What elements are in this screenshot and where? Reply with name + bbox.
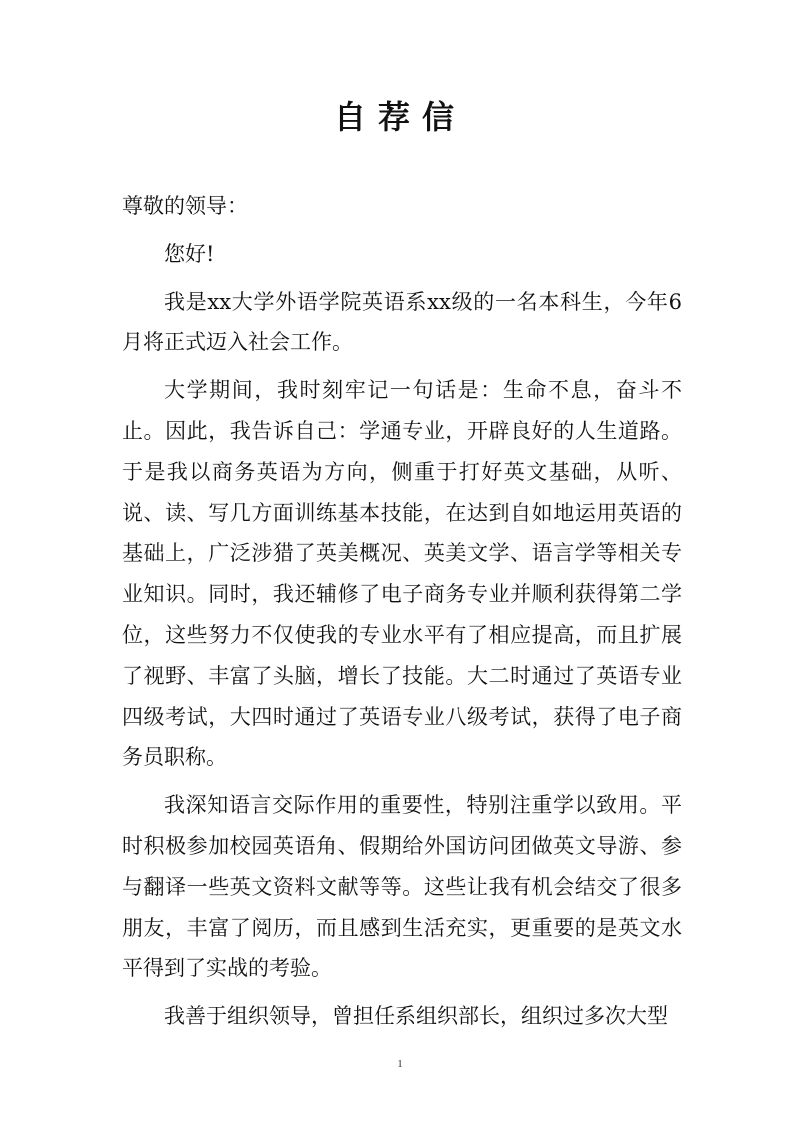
introduction-paragraph: 我是xx大学外语学院英语系xx级的一名本科生，今年6月将正式迈入社会工作。 bbox=[122, 289, 682, 355]
salutation: 尊敬的领导： bbox=[122, 194, 248, 218]
leadership-paragraph: 我善于组织领导，曾担任系组织部长，组织过多次大型 bbox=[164, 1004, 668, 1029]
greeting-paragraph: 您好! bbox=[164, 241, 215, 266]
language-practice-paragraph: 我深知语言交际作用的重要性，特别注重学以致用。平时积极参加校园英语角、假期给外国访问团做英文导游、参与翻译一些英文资料文献等等。这些让我有机会结交了很多朋友，丰富了阅历，而且感到生活充实，更重要的是英文水平得到了实战的考验。 bbox=[122, 793, 682, 981]
document-title: 自荐信 bbox=[333, 98, 466, 136]
university-study-paragraph: 大学期间，我时刻牢记一句话是：生命不息，奋斗不止。因此，我告诉自己：学通专业，开辟良好的人生道路。于是我以商务英语为方向，侧重于打好英文基础，从听、说、读、写几方面训练基本技能，在达到自如地运用英语的基础上，广泛涉猎了英美概况、英美文学、语言学等相关专业知识。同时，我还辅修了电子商务专业并顺利获得第二学位，这些努力不仅使我的专业水平有了相应提高，而且扩展了视野、丰富了头脑，增长了技能。大二时通过了英语专业四级考试，大四时通过了英语专业八级考试，获得了电子商务员职称。 bbox=[122, 378, 682, 770]
letter-body bbox=[122, 186, 682, 1044]
page-number: 1 bbox=[397, 1058, 403, 1070]
